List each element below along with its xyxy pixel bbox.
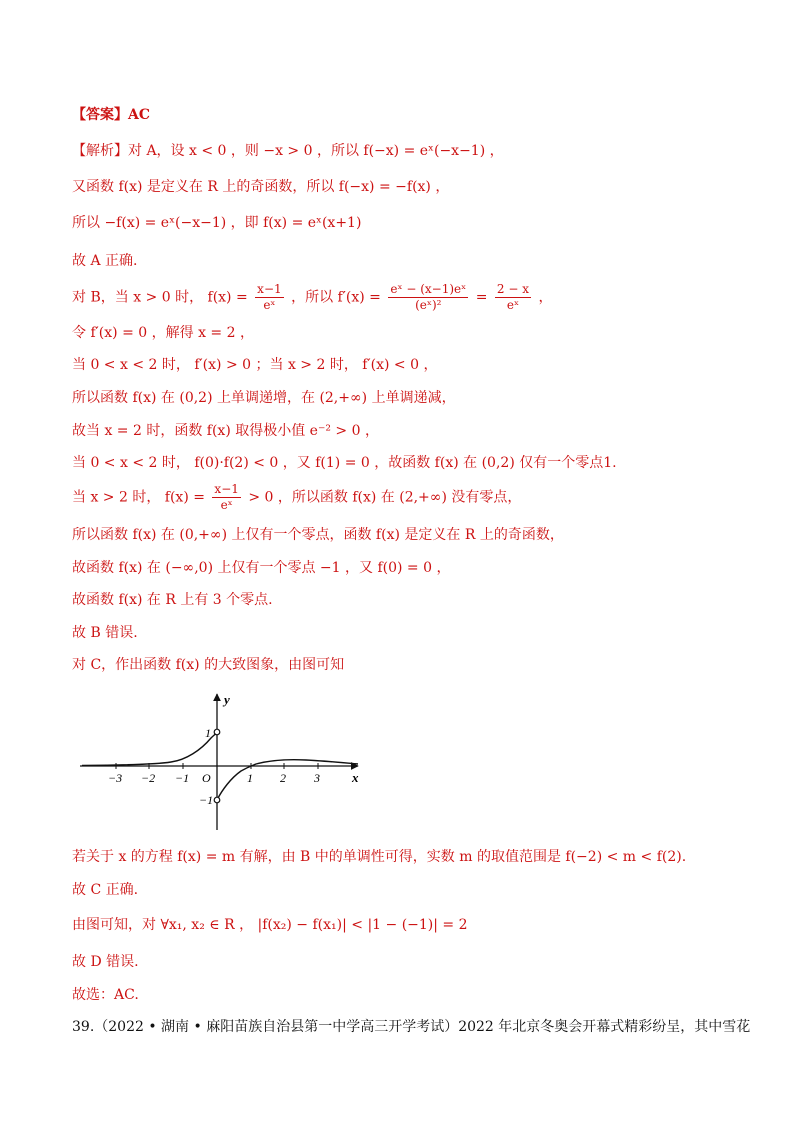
- solution-line-9: 故当 x = 2 时，函数 f(x) 取得极小值 e⁻² > 0 ，: [72, 423, 379, 439]
- solution-line-5: [72, 282, 760, 313]
- solution-line-7: 当 0 < x < 2 时， f′(x) > 0 ；当 x > 2 时， f′(x) < 0 ，: [72, 357, 438, 373]
- x-tick-label-3: −1: [175, 771, 190, 785]
- fraction-3-numerator: 2 − x: [496, 282, 529, 296]
- fraction-3-denominator: eˣ: [506, 298, 520, 312]
- fraction-3: [495, 282, 531, 313]
- solution-line-17: 若关于 x 的方程 f(x) = m 有解，由 B 中的单调性可得，实数 m 的取值范围是 f(−2) < m < f(2).: [72, 849, 687, 865]
- x-tick-label-2: −2: [141, 771, 156, 785]
- fraction-4: [212, 482, 240, 513]
- fraction-4-denominator: eˣ: [220, 498, 233, 512]
- solution-line-20: 故 D 错误.: [72, 954, 139, 970]
- solution-line-10: 当 0 < x < 2 时， f(0)·f(2) < 0 ，又 f(1) = 0 ，故函数 f(x) 在 (0,2) 仅有一个零点1.: [72, 455, 617, 471]
- solution-line-18: 故 C 正确.: [72, 882, 139, 898]
- origin-label: O: [202, 771, 211, 785]
- solution-line-13: 故函数 f(x) 在 (−∞,0) 上仅有一个零点 −1 ，又 f(0) = 0 ，: [72, 560, 451, 576]
- line5-end: ，: [538, 289, 553, 306]
- fraction-2-denominator: (eˣ)²: [415, 298, 442, 312]
- y-tick-label-1: 1: [205, 726, 211, 740]
- fraction-1: [255, 282, 283, 313]
- line5-prefix: 对 B，当 x > 0 时， f(x) =: [72, 289, 248, 306]
- curve-left: [82, 732, 217, 766]
- open-point-bottom: [214, 797, 220, 803]
- x-tick-label-6: 3: [314, 771, 320, 785]
- y-tick-label-2: −1: [199, 793, 214, 807]
- fraction-1-numerator: x−1: [257, 282, 282, 296]
- open-point-top: [214, 729, 220, 735]
- fraction-4-numerator: x−1: [214, 482, 239, 496]
- x-tick-label-5: 2: [280, 771, 286, 785]
- solution-line-15: 故 B 错误.: [72, 625, 138, 641]
- line11-prefix: 当 x > 2 时， f(x) =: [72, 489, 205, 506]
- solution-line-16: 对 C，作出函数 f(x) 的大致图象，由图可知: [72, 657, 345, 673]
- solution-line-11: [72, 482, 760, 513]
- solution-line-19: 由图可知，对 ∀x₁, x₂ ∈ R ， |f(x₂) − f(x₁)| < |1 − (−1)| = 2: [72, 917, 468, 933]
- solution-line-12: 所以函数 f(x) 在 (0,+∞) 上仅有一个零点，函数 f(x) 是定义在 R 上的奇函数，: [72, 527, 564, 543]
- fraction-2-numerator: eˣ − (x−1)eˣ: [390, 282, 467, 296]
- solution-line-14: 故函数 f(x) 在 R 上有 3 个零点.: [72, 592, 273, 608]
- y-axis-label: y: [224, 692, 230, 707]
- solution-line-4: 故 A 正确.: [72, 253, 138, 269]
- solution-line-1: 【解析】对 A，设 x < 0 ，则 −x > 0 ，所以 f(−x) = eˣ(−x−1) ，: [72, 143, 504, 159]
- line5-equals: =: [475, 289, 488, 306]
- solution-line-3: 所以 −f(x) = eˣ(−x−1) ，即 f(x) = eˣ(x+1): [72, 215, 362, 231]
- line11-suffix: > 0 ，所以函数 f(x) 在 (2,+∞) 没有零点，: [248, 489, 522, 506]
- solution-line-6: 令 f′(x) = 0 ，解得 x = 2 ，: [72, 325, 254, 341]
- solution-line-21: 故选：AC.: [72, 987, 139, 1003]
- x-tick-label-4: 1: [247, 771, 253, 785]
- function-graph: [76, 690, 376, 835]
- answer-line: 【答案】AC: [72, 107, 151, 123]
- solution-line-2: 又函数 f(x) 是定义在 R 上的奇函数，所以 f(−x) = −f(x) ，: [72, 179, 450, 195]
- x-tick-label-1: −3: [108, 771, 123, 785]
- fraction-1-denominator: eˣ: [263, 298, 276, 312]
- x-axis-label: x: [352, 770, 359, 785]
- next-question-line: 39.（2022 • 湖南 • 麻阳苗族自治县第一中学高三开学考试）2022 年北京冬奥会开幕式精彩纷呈，其中雪花: [72, 1019, 751, 1035]
- fraction-2: [388, 282, 468, 313]
- solution-line-8: 所以函数 f(x) 在 (0,2) 上单调递增，在 (2,+∞) 上单调递减，: [72, 390, 456, 406]
- line5-middle: ，所以 f′(x) =: [291, 289, 381, 306]
